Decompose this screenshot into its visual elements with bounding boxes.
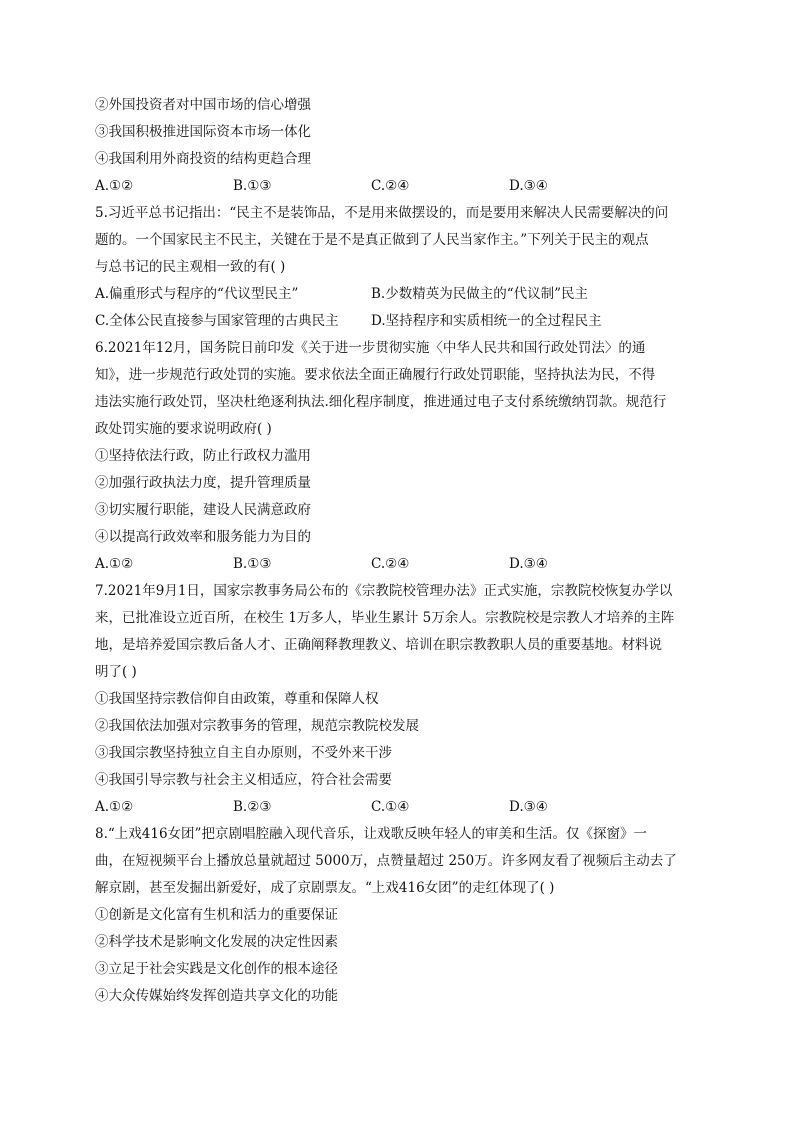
question-stem-line: 解京剧，甚至发掘出新爱好，成了京剧票友。“上戏416女团”的走红体现了( ) — [95, 880, 555, 896]
option-item-2: ②加强行政执法力度，提升管理质量 — [95, 475, 311, 491]
question-8 — [95, 821, 715, 1010]
question-6 — [95, 335, 715, 578]
choice-b: B.①③ — [233, 556, 272, 572]
choice-c: C.②④ — [371, 178, 410, 194]
answer-choices — [95, 281, 715, 308]
question-stem-line: 7.2021年9月1日，国家宗教事务局公布的《宗教院校管理办法》正式实施，宗教院校恢复办学以 — [95, 583, 673, 599]
question-stem-line: 违法实施行政处罚，坚决杜绝逐利执法.细化程序制度，推进通过电子支付系统缴纳罚款。规范行 — [95, 394, 667, 410]
question-7 — [95, 578, 715, 821]
option-item-1: ①创新是文化富有生机和活力的重要保证 — [95, 907, 338, 923]
question-stem-line: 地，是培养爱国宗教后备人才、正确阐释教理教义、培训在职宗教教职人员的重要基地。材料说 — [95, 637, 662, 653]
choice-a: A.①② — [95, 556, 134, 572]
choice-d: D.坚持程序和实质相统一的全过程民主 — [371, 313, 602, 329]
option-item-3: ③我国宗教坚持独立自主自办原则，不受外来干涉 — [95, 745, 392, 761]
option-item-4: ④以提高行政效率和服务能力为目的 — [95, 529, 311, 545]
option-item-2: ②我国依法加强对宗教事务的管理，规范宗教院校发展 — [95, 718, 419, 734]
choice-b: B.②③ — [233, 799, 272, 815]
option-item-2: ②科学技术是影响文化发展的决定性因素 — [95, 934, 338, 950]
choice-b: B.少数精英为民做主的“代议制”民主 — [371, 286, 589, 302]
question-5 — [95, 200, 715, 335]
option-item-1: ①坚持依法行政，防止行政权力滥用 — [95, 448, 311, 464]
option-item-3: ③我国积极推进国际资本市场一体化 — [95, 124, 311, 140]
option-item-3: ③切实履行职能，建设人民满意政府 — [95, 502, 311, 518]
option-item-1: ①我国坚持宗教信仰自由政策，尊重和保障人权 — [95, 691, 379, 707]
question-stem-line: 知》，进一步规范行政处罚的实施。要求依法全面正确履行行政处罚职能，坚持执法为民，不得 — [95, 367, 656, 383]
question-stem-line: 8.“上戏416女团”把京剧唱腔融入现代音乐，让戏歌反映年轻人的审美和生活。仅《探窗》一 — [95, 826, 647, 842]
question-stem-line: 曲，在短视频平台上播放总量就超过 5000万，点赞量超过 250万。许多网友看了视频后主动去了 — [95, 853, 677, 869]
choice-d: D.③④ — [509, 178, 548, 194]
answer-choices — [95, 173, 715, 200]
choice-a: A.①② — [95, 799, 134, 815]
answer-choices — [95, 551, 715, 578]
question-stem-line: 来，已批准设立近百所，在校生 1万多人，毕业生累计 5万余人。宗教院校是宗教人才培养的主阵 — [95, 610, 675, 626]
choice-d: D.③④ — [509, 556, 548, 572]
question-stem-line: 6.2021年12月，国务院日前印发《关于进一步贯彻实施〈中华人民共和国行政处罚法〉的通 — [95, 340, 646, 356]
answer-choices — [95, 308, 715, 335]
option-item-3: ③立足于社会实践是文化创作的根本途径 — [95, 961, 338, 977]
question-stem-line: 题的。一个国家民主不民主，关键在于是不是真正做到了人民当家作主。”下列关于民主的观点 — [95, 232, 649, 248]
question-4-tail — [95, 92, 715, 200]
question-stem-line: 与总书记的民主观相一致的有( ) — [95, 259, 286, 275]
exam-page — [95, 92, 715, 1010]
question-stem-line: 政处罚实施的要求说明政府( ) — [95, 421, 272, 437]
option-item-4: ④大众传媒始终发挥创造共享文化的功能 — [95, 988, 338, 1004]
choice-a: A.①② — [95, 178, 134, 194]
question-stem-line: 5.习近平总书记指出：“民主不是装饰品，不是用来做摆设的，而是要用来解决人民需要解决的问 — [95, 205, 669, 221]
answer-choices — [95, 794, 715, 821]
question-stem-line: 明了( ) — [95, 664, 137, 680]
option-item-2: ②外国投资者对中国市场的信心增强 — [95, 97, 311, 113]
choice-c: C.全体公民直接参与国家管理的古典民主 — [95, 313, 339, 329]
choice-a: A.偏重形式与程序的“代议型民主” — [95, 286, 299, 302]
option-item-4: ④我国引导宗教与社会主义相适应，符合社会需要 — [95, 772, 392, 788]
choice-b: B.①③ — [233, 178, 272, 194]
choice-c: C.①④ — [371, 799, 410, 815]
option-item-4: ④我国利用外商投资的结构更趋合理 — [95, 151, 311, 167]
choice-c: C.②④ — [371, 556, 410, 572]
choice-d: D.③④ — [509, 799, 548, 815]
